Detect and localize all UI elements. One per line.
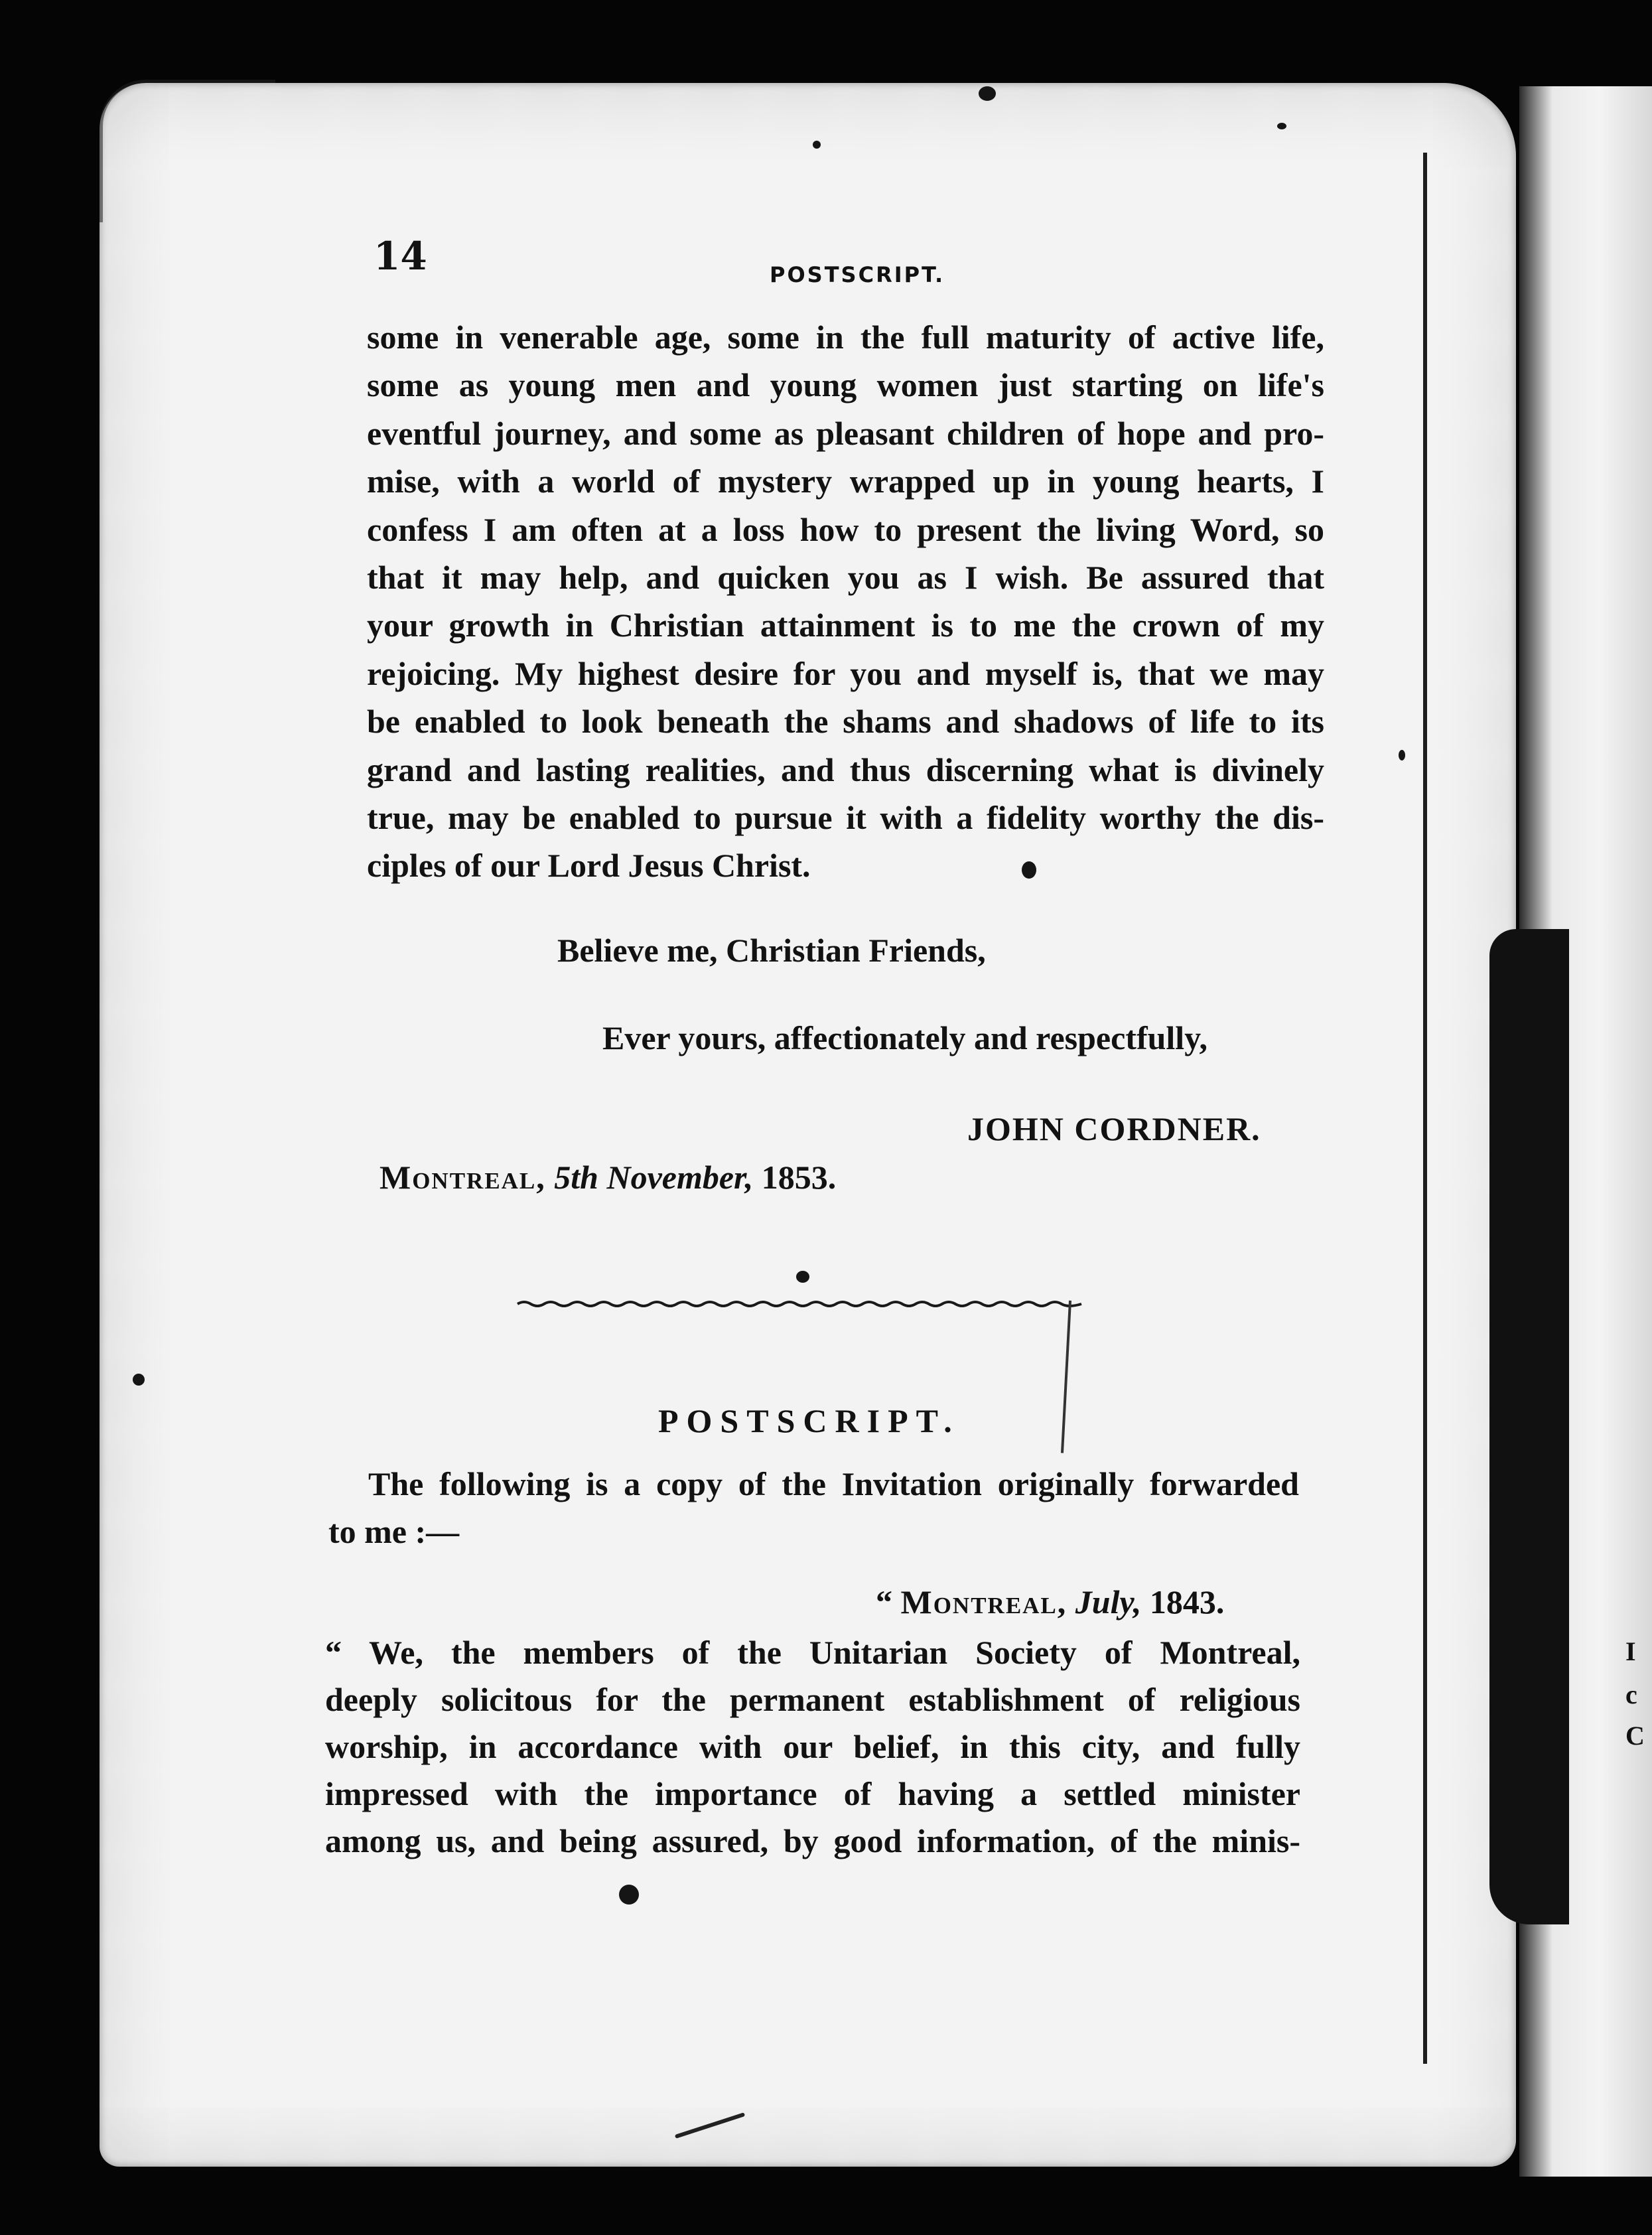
ink-speck — [619, 1885, 639, 1905]
text-line: “ We, the members of the Unitarian Society of Montreal, — [325, 1634, 1300, 1671]
dateline-year: 1853. — [753, 1159, 837, 1196]
dateline-place: Montreal, — [379, 1159, 546, 1196]
ink-speck — [1277, 123, 1286, 129]
text-line: The following is a copy of the Invitation originally forwarded — [368, 1465, 1299, 1502]
dateline — [379, 1158, 836, 1196]
dateline-month: November, — [606, 1159, 754, 1196]
text-line: deeply solicitous for the permanent establishment of religious — [325, 1681, 1300, 1718]
salutation: Believe me, Christian Friends, — [557, 932, 986, 969]
text-line: worship, in accordance with our belief, in this city, and fully — [325, 1728, 1300, 1765]
text-line: rejoicing. My highest desire for you and myself is, that we may — [367, 654, 1324, 692]
ink-speck — [813, 141, 821, 149]
text-line: impressed with the importance of having a settled minister — [325, 1775, 1300, 1812]
open-quote: “ — [876, 1583, 901, 1621]
invitation-letter — [325, 1629, 1300, 1865]
text-line: mise, with a world of mystery wrapped up in young hearts, I — [367, 463, 1324, 500]
facing-page-fragment: I — [1625, 1636, 1636, 1666]
postscript-heading: POSTSCRIPT. — [658, 1402, 960, 1439]
ink-speck — [796, 1271, 809, 1283]
text-line: that it may help, and quicken you as I wish. Be assured that — [367, 559, 1324, 597]
torn-page-edge — [1489, 929, 1569, 1924]
facing-page-fragment: c — [1625, 1680, 1637, 1709]
text-line: eventful journey, and some as pleasant children of hope and pro- — [367, 414, 1324, 452]
ink-speck — [1399, 750, 1405, 760]
page-number: 14 — [374, 234, 427, 279]
text-line: your growth in Christian attainment is to me the crown of my — [367, 607, 1324, 644]
text-line: confess I am often at a loss how to present the living Word, so — [367, 510, 1324, 548]
letter-body — [367, 313, 1324, 890]
folded-corner — [100, 80, 275, 222]
letter-date-month: July, — [1067, 1583, 1142, 1621]
running-head: POSTSCRIPT. — [770, 262, 945, 287]
letter-date-place: Montreal, — [900, 1583, 1067, 1621]
postscript-intro — [328, 1460, 1299, 1555]
ink-speck — [1022, 861, 1036, 879]
text-line: to me :— — [328, 1513, 460, 1550]
signature: JOHN CORDNER. — [967, 1110, 1261, 1147]
ink-speck — [133, 1374, 145, 1386]
letter-date-year: 1843. — [1141, 1583, 1225, 1621]
text-line: grand and lasting realities, and thus discerning what is divinely — [367, 751, 1324, 788]
text-line: some as young men and young women just starting on life's — [367, 366, 1324, 404]
text-line: true, may be enabled to pursue it with a fidelity worthy the dis- — [367, 799, 1324, 837]
valediction: Ever yours, affectionately and respectfully, — [602, 1019, 1207, 1056]
letter-date — [876, 1583, 1224, 1621]
text-line: among us, and being assured, by good information, of the minis- — [325, 1822, 1300, 1859]
text-line: ciples of our Lord Jesus Christ. — [367, 847, 811, 885]
text-line: some in venerable age, some in the full maturity of active life, — [367, 319, 1324, 356]
ink-speck — [979, 86, 996, 101]
page-edge-line — [1423, 153, 1427, 2064]
dateline-day: 5th — [545, 1159, 607, 1196]
wavy-separator-rule — [517, 1297, 1081, 1312]
facing-page-fragment: C — [1625, 1721, 1645, 1751]
text-line: be enabled to look beneath the shams and shadows of life to its — [367, 703, 1324, 741]
